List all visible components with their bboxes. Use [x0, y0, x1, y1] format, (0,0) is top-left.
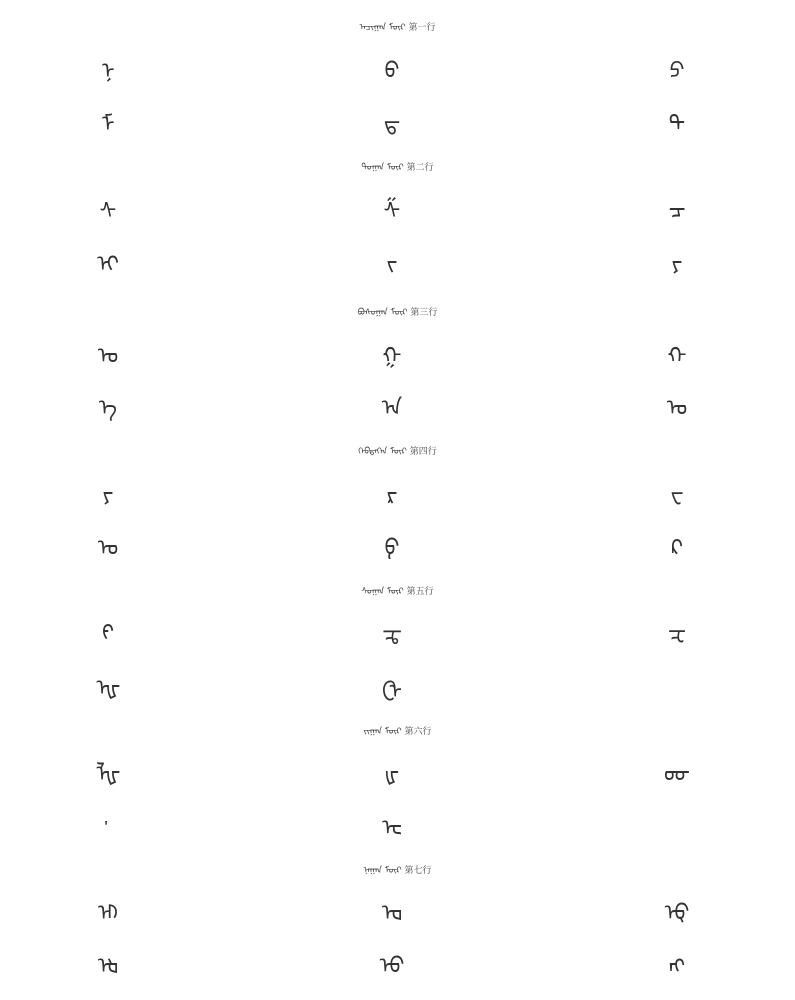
section-4-row-2-col-1-glyph: ᠤ — [97, 536, 119, 561]
section-4-row-2-col-2-glyph: ᠹ — [384, 536, 400, 561]
section-2-row-2-col-2-glyph: ᠵ — [386, 252, 398, 277]
section-6-row-2-col-1-glyph — [78, 812, 138, 846]
section-1-row-2-col-2-glyph: ᠳ — [383, 112, 401, 137]
section-3-row-1-col-2-glyph: ᠭ — [382, 344, 402, 369]
section-5-row-1-col-1-glyph: ᠻ — [101, 621, 115, 646]
section-7-row-2-col-1-glyph: ᡈ — [97, 954, 119, 979]
section-4-title: ᠬᠡᠪᠲᠡᠭᠡᠨ ᠮᠥᠷ 第四行 — [358, 447, 437, 457]
section-7-title: ᠨᠠᠭᠠᠨ ᠮᠥᠷ 第七行 — [363, 866, 432, 876]
section-4-row-2-col-3-glyph: ᠺ — [670, 536, 684, 561]
section-1-title: ᠠᠴᠢᠭᠠᠨ ᠮᠥᠷ 第一行 — [359, 23, 436, 33]
section-2-row-1-col-2-glyph: ᠱ — [383, 199, 401, 224]
section-6-row-1-col-3-glyph: ᡂ — [664, 762, 690, 787]
section-1-row-1-col-3-glyph: ᠫ — [669, 59, 685, 84]
section-3-row-2-col-3-glyph: ᠤ — [666, 396, 688, 421]
section-6-row-2-col-2-glyph: ᡄ — [382, 816, 402, 841]
section-2-title: ᠲᠣᠭᠠᠨ ᠮᠥᠷ 第二行 — [361, 163, 434, 173]
section-1-row-1-col-2-glyph: ᠪ — [384, 59, 400, 84]
section-6-row-1-col-2-glyph: ᡁ — [384, 762, 400, 787]
section-5-row-2-col-1-glyph: ᠾ — [95, 676, 121, 701]
section-1-row-1-col-1-glyph: ᠨ — [101, 59, 115, 84]
section-4-row-1-col-3-glyph: ᠸ — [670, 483, 684, 508]
section-5-title: ᠰᠣᠭᠠᠨ ᠮᠥᠷ 第五行 — [361, 587, 434, 597]
section-7-row-1-col-3-glyph: ᡇ — [664, 901, 690, 926]
section-7-row-1-col-1-glyph: ᡅ — [98, 901, 118, 926]
section-2-row-1-col-1-glyph: ᠰ — [99, 199, 117, 224]
section-5-row-1-col-2-glyph: ᠼ — [382, 621, 402, 646]
section-3-row-1-col-1-glyph: ᠣ — [97, 344, 119, 369]
section-1-row-2-col-1-glyph: ᠮ — [101, 112, 115, 137]
section-2-row-2-col-3-glyph: ᠶ — [671, 252, 683, 277]
section-3-row-1-col-3-glyph: ᠬ — [667, 344, 687, 369]
section-3-row-2-col-1-glyph: ᠡ — [98, 396, 118, 421]
section-4-row-1-col-2-glyph: ᠷ — [386, 483, 398, 508]
section-2-row-1-col-3-glyph: ᠴ — [668, 199, 686, 224]
section-7-row-1-col-2-glyph: ᡆ — [381, 901, 403, 926]
section-2-row-2-col-1-glyph: ᠢ — [97, 252, 119, 277]
section-7-row-2-col-3-glyph: ᡊ — [668, 954, 686, 979]
section-4-row-1-col-1-glyph: ᠶ — [102, 483, 114, 508]
section-3-row-2-col-2-glyph: ᠠ — [381, 396, 403, 421]
section-6-row-1-col-1-glyph: ᡀ — [95, 762, 121, 787]
section-1-row-2-col-3-glyph: ᠲ — [668, 112, 686, 137]
section-3-title: ᠪᠣᠰᠣᠭᠠᠨ ᠮᠥᠷ 第三行 — [357, 308, 438, 318]
section-7-row-2-col-2-glyph: ᡉ — [379, 954, 405, 979]
section-6-title: ᠵᠢᠭᠠᠨ ᠮᠥᠷ 第六行 — [363, 727, 432, 737]
section-5-row-2-col-2-glyph: ᠿ — [382, 679, 402, 704]
section-5-row-1-col-3-glyph: ᠽ — [668, 621, 686, 646]
